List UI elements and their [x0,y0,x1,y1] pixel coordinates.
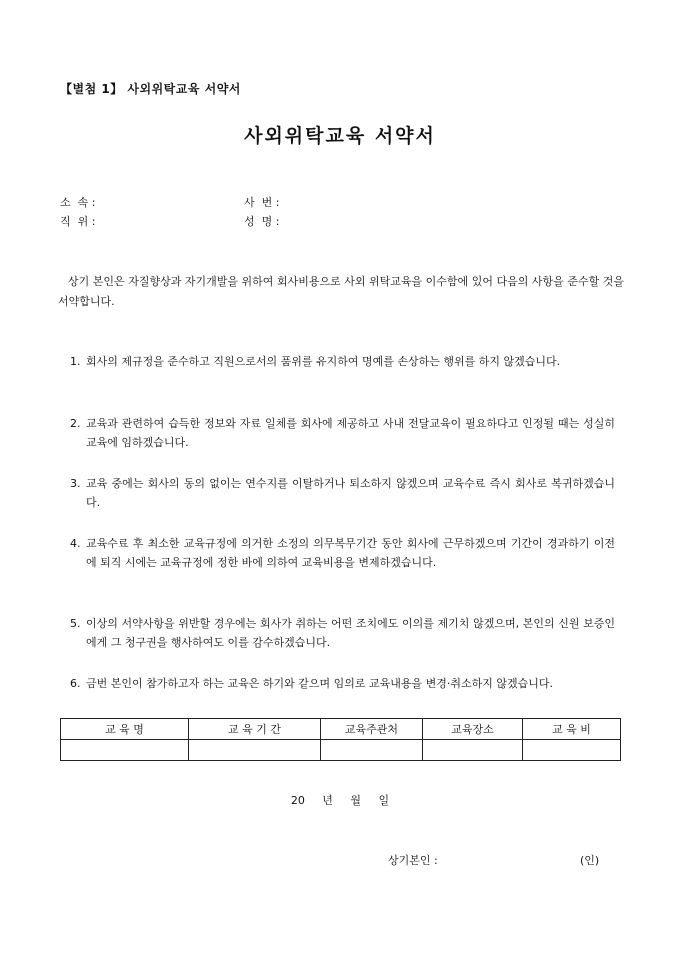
pledge-item-text: 이상의 서약사항을 위반할 경우에는 회사가 취하는 어떤 조치에도 이의를 제기치 않겠으며, 본인의 신원 보증인에게 그 청구권을 행사하여도 이를 감수하겠습니다. [86,617,615,649]
table-header-row [61,719,621,740]
name-label: 성 명 : [244,215,280,228]
table-cell [423,740,523,761]
table-cell [321,740,423,761]
header-course-period: 교 육 기 간 [189,719,321,740]
signer-label: 상기본인 : [388,854,438,867]
pledge-item-number: 4. [70,537,81,550]
pledge-item-number: 5. [70,617,81,630]
pledge-item-6 [70,674,615,693]
pledge-item-1 [70,352,615,371]
header-location: 교육장소 [423,719,523,740]
date-line: 20 년 월 일 [290,794,390,807]
pledge-item-text: 회사의 제규정을 준수하고 직원으로서의 품위를 유지하여 명예를 손상하는 행위를 하지 않겠습니다. [86,355,561,368]
pledge-item-4 [70,534,615,572]
education-table [60,718,621,761]
pledge-item-text: 금번 본인이 참가하고자 하는 교육은 하기와 같으며 임의로 교육내용을 변경·취소하지 않겠습니다. [86,677,553,690]
attachment-header: 【별첨 1】 사외위탁교육 서약서 [60,82,241,96]
pledge-item-number: 6. [70,677,81,690]
pledge-item-text: 교육과 관련하여 습득한 정보와 자료 일체를 회사에 제공하고 사내 전달교육이 필요하다고 인정될 때는 성실히 교육에 임하겠습니다. [86,417,615,449]
document-title: 사외위탁교육 서약서 [244,125,436,147]
pledge-item-2 [70,414,615,452]
header-cost: 교 육 비 [523,719,621,740]
seal-label: (인) [580,854,600,867]
table-row [61,740,621,761]
employee-no-label: 사 번 : [244,196,280,209]
pledge-item-number: 1. [70,355,81,368]
pledge-item-number: 3. [70,477,81,490]
intro-paragraph: 상기 본인은 자질향상과 자기개발을 위하여 회사비용으로 사외 위탁교육을 이수함에 있어 다음의 사항을 준수할 것을 서약합니다. [58,275,624,308]
affiliation-label: 소 속 : [60,196,96,209]
position-label: 직 위 : [60,215,96,228]
pledge-item-text: 교육 중에는 회사의 동의 없이는 연수지를 이탈하거나 퇴소하지 않겠으며 교육수료 즉시 회사로 복귀하겠습니다. [86,477,615,509]
pledge-item-text: 교육수료 후 최소한 교육규정에 의거한 소정의 의무복무기간 동안 회사에 근무하겠으며 기간이 경과하기 이전에 퇴직 시에는 교육규정에 정한 바에 의하여 교육비용을 변제하겠습니다. [86,537,615,569]
pledge-item-number: 2. [70,417,81,430]
pledge-item-3 [70,474,615,512]
pledge-item-5 [70,614,615,652]
table-cell [523,740,621,761]
header-organizer: 교육주관처 [321,719,423,740]
table-cell [61,740,189,761]
table-cell [189,740,321,761]
header-course-name: 교 육 명 [61,719,189,740]
